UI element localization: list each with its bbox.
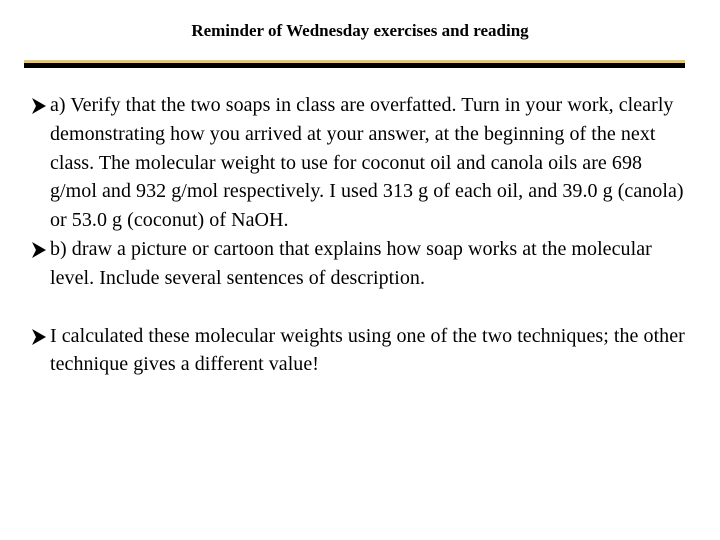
bullet-text: I calculated these molecular weights using one of the two techniques; the other technique gives a different value!	[50, 324, 685, 376]
title-divider-rule	[24, 63, 685, 68]
arrowhead-bullet-icon	[30, 97, 48, 115]
slide-title: Reminder of Wednesday exercises and reading	[191, 21, 529, 40]
bullet-item-a	[30, 91, 690, 235]
bullet-list	[30, 91, 690, 379]
bullet-text: a) Verify that the two soaps in class are overfatted. Turn in your work, clearly demonstrating how you arrived at your answer, at the beginning of the next class. The molecular weight to use for coconut oil and canola oils are 698 g/mol and 932 g/mol respectively. I used 313 g of each oil, and 39.0 g (canola) or 53.0 g (coconut) of NaOH.	[50, 94, 684, 232]
arrowhead-bullet-icon	[30, 241, 48, 259]
bullet-item-note	[30, 322, 690, 380]
arrowhead-bullet-icon	[30, 328, 48, 346]
bullet-item-b	[30, 235, 690, 293]
bullet-text: b) draw a picture or cartoon that explains how soap works at the molecular level. Include several sentences of description.	[50, 237, 652, 289]
